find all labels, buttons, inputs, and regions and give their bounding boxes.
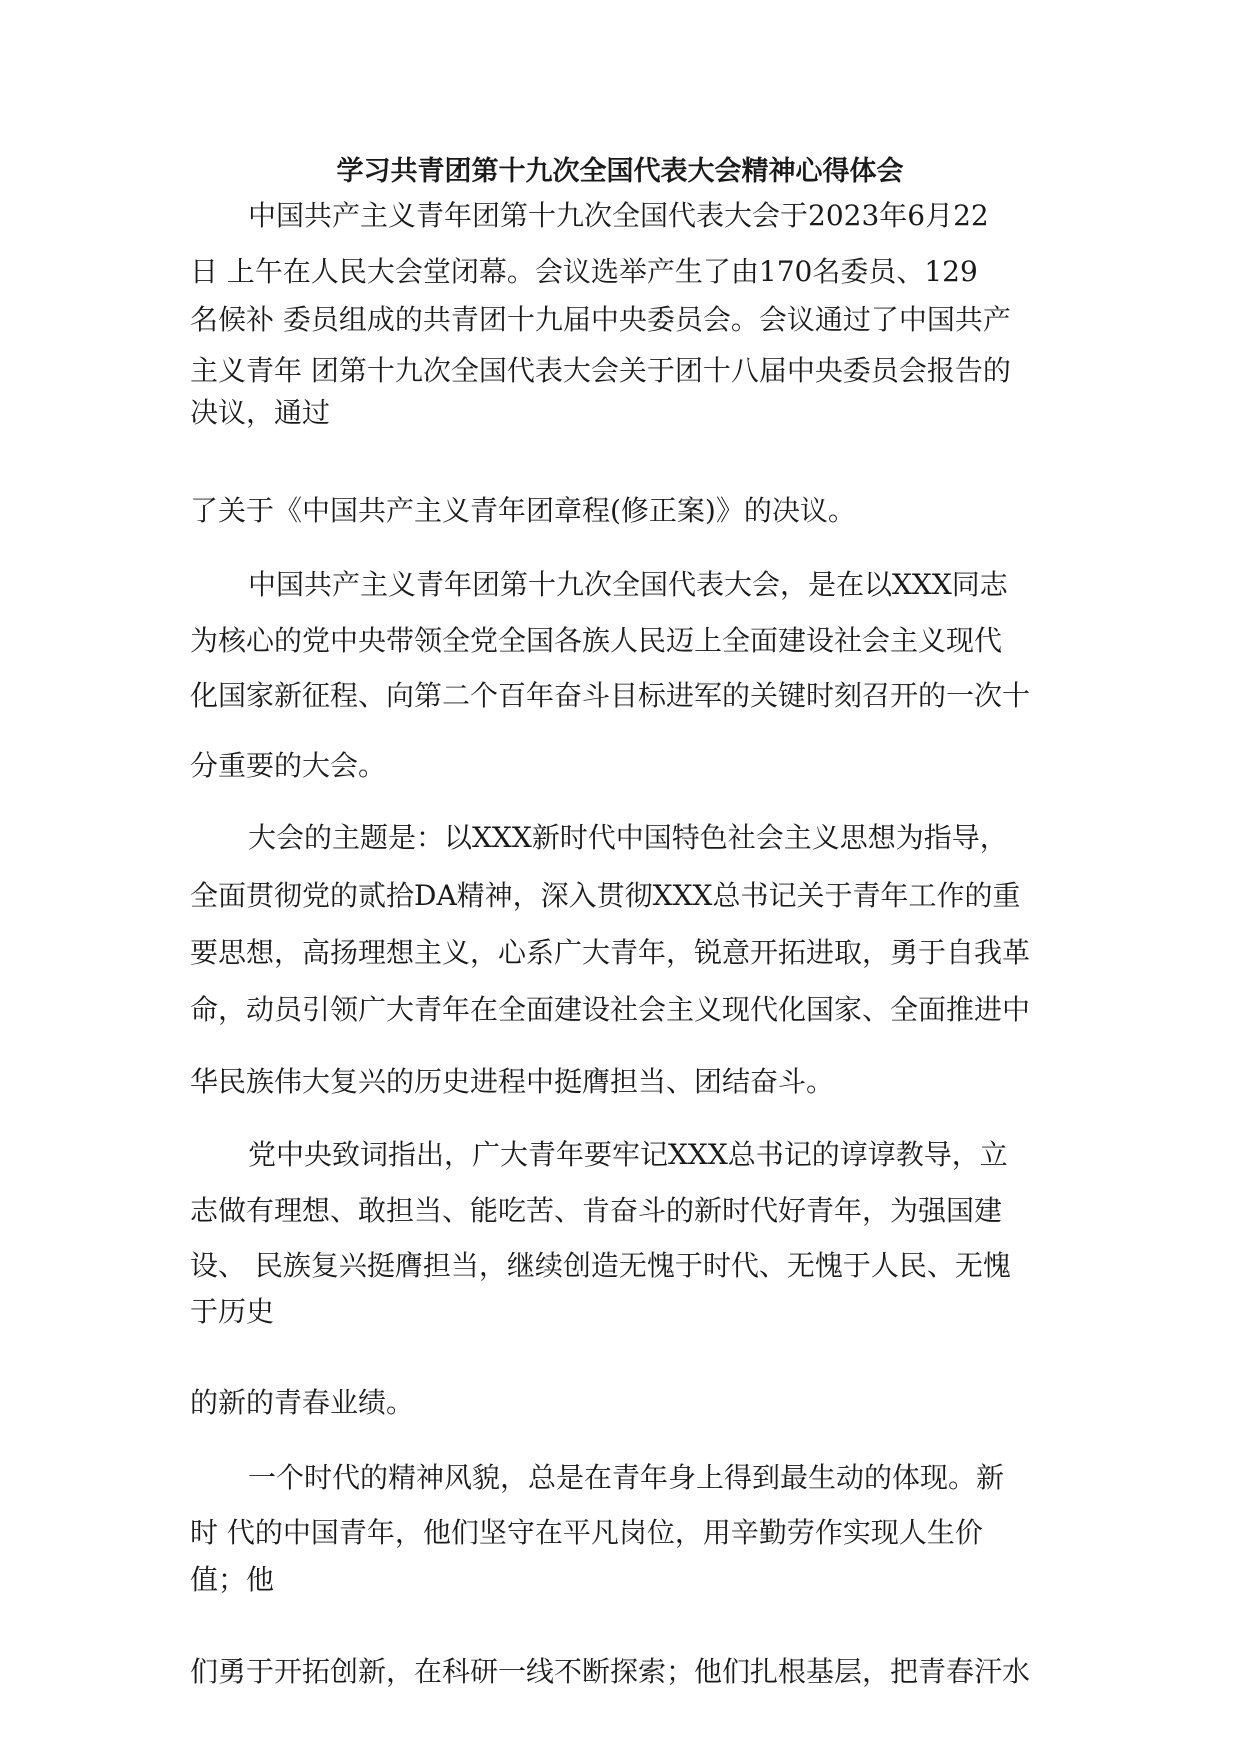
body-line: 命，动员引领广大青年在全面建设社会主义现代化国家、全面推进中 (190, 993, 1031, 1026)
body-line: 分重要的大会。 (190, 749, 387, 782)
body-line: 中国共产主义青年团第十九次全国代表大会于2023年6月22 (248, 199, 989, 232)
body-line: 一个时代的精神风貌，总是在青年身上得到最生动的体现。新 (248, 1461, 1005, 1494)
body-line: 决议，通过 (190, 396, 331, 429)
body-line: 化国家新征程、向第二个百年奋斗目标进军的关键时刻召开的一次十 (190, 679, 1031, 712)
body-line: 值；他 (190, 1563, 275, 1596)
body-line: 时 代的中国青年，他们坚守在平凡岗位，用辛勤劳作实现人生价 (190, 1516, 983, 1549)
body-line: 华民族伟大复兴的历史进程中挺膺担当、团结奋斗。 (190, 1065, 835, 1098)
body-line: 日 上午在人民大会堂闭幕。会议选举产生了由170名委员、129 (190, 255, 978, 288)
body-line: 全面贯彻党的贰拾DA精神，深入贯彻XXX总书记关于青年工作的重 (190, 879, 1021, 912)
body-line: 了关于《中国共产主义青年团章程(修正案)》的决议。 (190, 494, 856, 527)
body-line: 设、 民族复兴挺膺担当，继续创造无愧于时代、无愧于人民、无愧 (190, 1249, 1011, 1282)
body-line: 们勇于开拓创新，在科研一线不断探索；他们扎根基层，把青春汗水 (190, 1655, 1031, 1688)
body-line: 主义青年 团第十九次全国代表大会关于团十八届中央委员会报告的 (190, 354, 1011, 387)
body-line: 大会的主题是：以XXX新时代中国特色社会主义思想为指导， (248, 821, 1008, 854)
body-line: 的新的青春业绩。 (190, 1386, 415, 1419)
body-line: 要思想，高扬理想主义，心系广大青年，锐意开拓进取，勇于自我革 (190, 936, 1031, 969)
body-line: 党中央致词指出，广大青年要牢记XXX总书记的谆谆教导，立 (248, 1138, 1008, 1171)
body-line: 中国共产主义青年团第十九次全国代表大会，是在以XXX同志 (248, 568, 1008, 601)
body-line: 为核心的党中央带领全党全国各族人民迈上全面建设社会主义现代 (190, 624, 1003, 657)
body-line: 名候补 委员组成的共青团十九届中央委员会。会议通过了中国共产 (190, 303, 1011, 336)
document-title: 学习共青团第十九次全国代表大会精神心得体会 (336, 156, 904, 187)
body-line: 志做有理想、敢担当、能吃苦、肯奋斗的新时代好青年，为强国建 (190, 1194, 1003, 1227)
body-line: 于历史 (190, 1295, 275, 1328)
